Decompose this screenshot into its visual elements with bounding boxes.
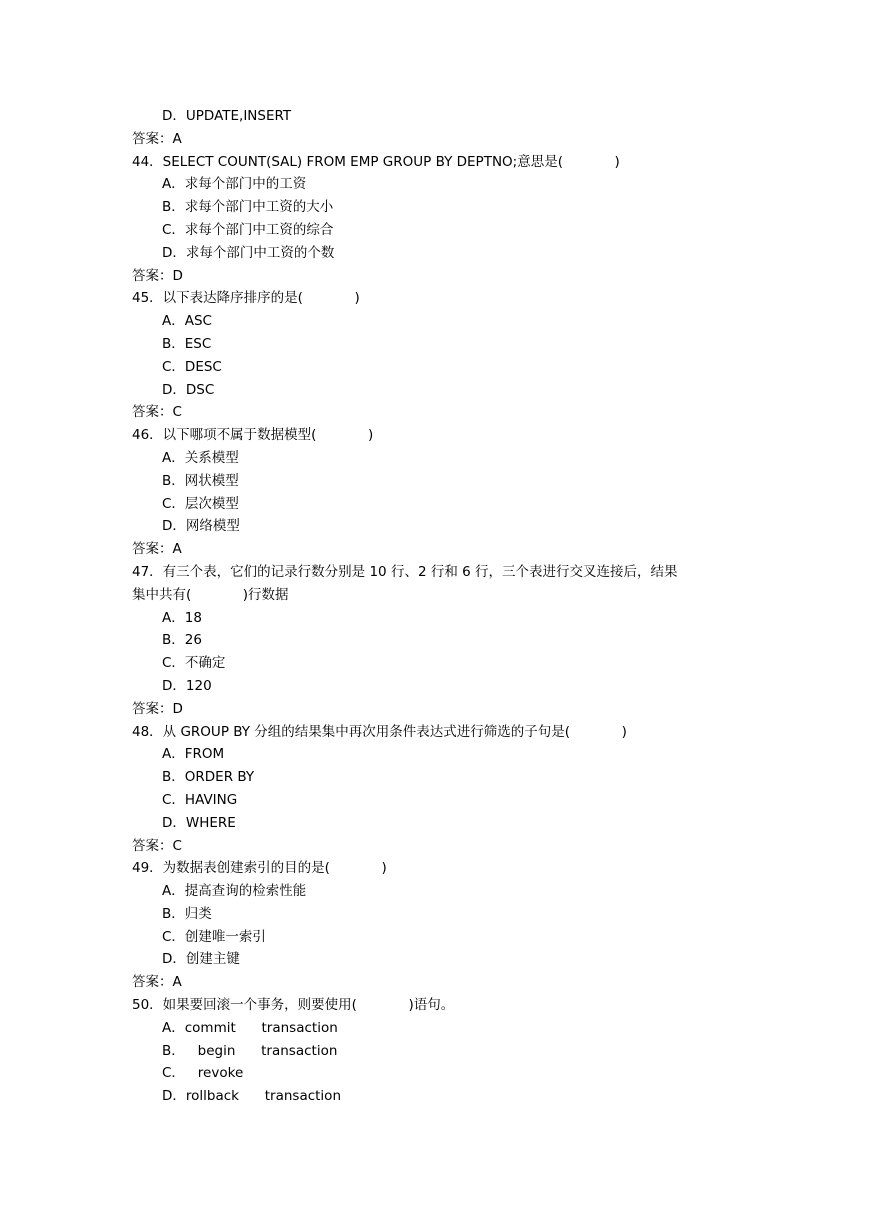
answer-option: A．commit transaction [162,1019,338,1036]
answer-option: B．求每个部门中工资的大小 [162,199,334,216]
answer-option: D．rollback transaction [162,1088,342,1105]
answer-key: 答案：A [132,974,182,991]
answer-option: C．不确定 [162,655,226,672]
answer-option: A．求每个部门中的工资 [162,176,307,193]
answer-option: C． revoke [162,1065,244,1082]
answer-option: D．120 [162,677,212,694]
answer-option: B． begin transaction [162,1042,338,1059]
question-text: 49．为数据表创建索引的目的是( ) [132,860,387,877]
question-text: 45．以下表达降序排序的是( ) [132,290,360,307]
answer-key: 答案：C [132,404,182,421]
answer-key: 答案：D [132,267,183,284]
answer-option: A．18 [162,609,202,626]
question-text: 44．SELECT COUNT(SAL) FROM EMP GROUP BY DEPTNO;意思是( ) [132,153,620,170]
answer-option: B．ESC [162,335,212,352]
answer-option: B．归类 [162,905,212,922]
answer-option: D．网络模型 [162,518,240,535]
question-text-continued: 集中共有( )行数据 [132,586,289,603]
answer-option: A．FROM [162,746,225,763]
answer-option: C．HAVING [162,791,238,808]
question-text: 46．以下哪项不属于数据模型( ) [132,427,374,444]
answer-option: D．创建主键 [162,951,240,968]
document-page [0,105,869,1108]
answer-option: D．WHERE [162,814,236,831]
answer-key: 答案：A [132,130,182,147]
answer-key: 答案：A [132,541,182,558]
answer-key: 答案：D [132,700,183,717]
answer-key: 答案：C [132,837,182,854]
question-text: 48．从 GROUP BY 分组的结果集中再次用条件表达式进行筛选的子句是( ) [132,723,627,740]
answer-option: C．层次模型 [162,495,239,512]
answer-option: B．网状模型 [162,472,239,489]
question-text: 47．有三个表，它们的记录行数分别是 10 行、2 行和 6 行，三个表进行交叉连接后，结果 [132,563,678,580]
question-text: 50．如果要回滚一个事务，则要使用( )语句。 [132,997,455,1014]
answer-option: D．求每个部门中工资的个数 [162,244,335,261]
answer-option: D．UPDATE,INSERT [162,108,292,124]
answer-option: A．关系模型 [162,449,239,466]
answer-option: A．ASC [162,313,212,330]
answer-option: B．ORDER BY [162,769,255,786]
answer-option: C．求每个部门中工资的综合 [162,221,334,238]
answer-option: C．创建唯一索引 [162,928,266,945]
answer-option: C．DESC [162,358,222,375]
answer-option: D．DSC [162,381,215,398]
answer-option: A．提高查询的检索性能 [162,883,307,900]
answer-option: B．26 [162,632,202,649]
